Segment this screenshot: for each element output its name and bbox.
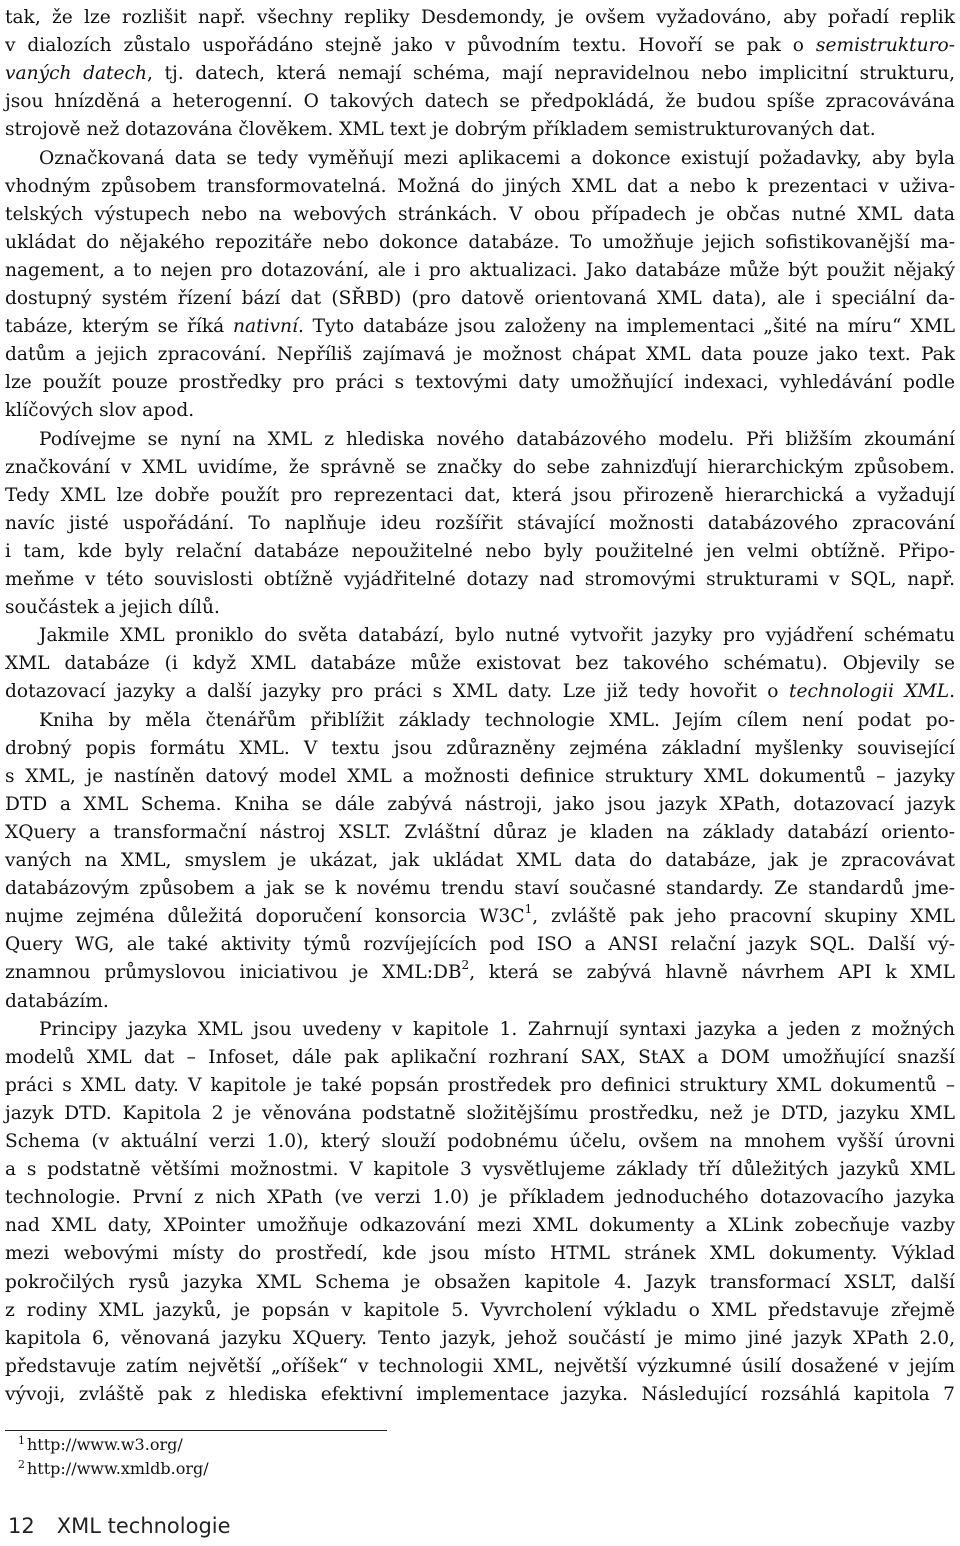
text-run: jsou hnízděná a heterogenní. O takových datech se předpokládá, že budou spíše zpracovávána: [5, 91, 955, 113]
text-line: [5, 1156, 955, 1184]
text-line: [5, 735, 955, 763]
text-line: [5, 594, 955, 622]
text-run: datům a jejich zpracování. Nepříliš zajímavá je možnost chápat XML data pouze jako text. Pak: [5, 344, 955, 366]
text-run: meňme v této souvislosti obtížně vyjádřitelné dotazy nad stromovými strukturami v SQL, např.: [5, 569, 955, 590]
text-run: vhodným způsobem transformovatelná. Možná do jiných XML dat a nebo k prezentaci v uživa-: [5, 175, 955, 197]
text-line: [5, 622, 955, 650]
text-run: Tedy XML lze dobře použít pro reprezentaci dat, která jsou přirozeně hierarchická a vyžadují: [5, 484, 955, 506]
text-line: [5, 1297, 955, 1325]
text-run: s XML, je nastíněn datový model XML a možnosti definice struktury XML dokumentů – jazyky: [5, 765, 955, 787]
text-run: značkování v XML uvidíme, že správně se značky do sebe zahnizďují hierarchickým způsobem.: [5, 456, 955, 478]
text-run: nad XML daty, XPointer umožňuje odkazování mezi XML dokumenty a XLink zobecňuje vazby: [5, 1215, 955, 1237]
text-run: Schema (v aktuální verzi 1.0), který slouží podobnému účelu, ovšem na mnohem vyšší úrovni: [5, 1131, 955, 1152]
text-run: , zvláště pak jeho pracovní skupiny XML: [532, 906, 955, 928]
italic-term: vaných datech: [5, 63, 147, 85]
text-line: [5, 538, 955, 566]
text-line: [5, 201, 955, 229]
text-run: Jakmile XML proniklo do světa databází, bylo nutné vytvořit jazyky pro vyjádření schématu: [39, 625, 955, 647]
text-line: [5, 1240, 955, 1268]
text-run: kapitola 6, věnovaná jazyku XQuery. Tento jazyk, jehož součástí je mimo jiné jazyk XPath 2.0,: [5, 1327, 955, 1349]
page-number: 12: [8, 1514, 35, 1538]
page-footer: [8, 1514, 231, 1538]
text-run: jazyk DTD. Kapitola 2 je věnována podstatně složitějšímu prostředku, než je DTD, jazyku XML: [5, 1102, 955, 1124]
footnote-marker[interactable]: 2: [461, 958, 470, 973]
text-line: [5, 650, 955, 678]
text-line: [5, 1381, 955, 1409]
text-run: a s podstatně většími možnostmi. V kapitole 3 vysvětlujeme základy tří důležitých jazyků XML: [5, 1159, 955, 1181]
text-run: .: [949, 681, 955, 703]
text-line: [5, 313, 955, 341]
text-line: [5, 4, 955, 32]
text-run: dostupný systém řízení bází dat (SŘBD) (pro datově orientovaná XML data), ale i speciální da-: [5, 288, 955, 309]
text-run: databázím.: [5, 990, 109, 1012]
text-line: [5, 791, 955, 819]
footnote-1: [18, 1435, 183, 1457]
text-run: technologie. První z nich XPath (ve verzi 1.0) je příkladem jednoduchého dotazovacího jazyka: [5, 1187, 955, 1209]
text-line: [5, 1325, 955, 1353]
text-run: ukládat do nějakého repozitáře nebo dokonce databáze. To umožňuje jejich sofistikovanější ma-: [5, 231, 955, 253]
text-line: [5, 903, 955, 931]
text-line: [5, 116, 955, 144]
text-line: [5, 145, 955, 173]
running-title: XML technologie: [56, 1514, 231, 1538]
text-run: Označkovaná data se tedy vyměňují mezi aplikacemi a dokonce existují požadavky, aby byla: [39, 147, 955, 169]
text-run: Podívejme se nyní na XML z hlediska nového databázového modelu. Při bližším zkoumání: [39, 428, 955, 450]
footnote-marker[interactable]: 1: [524, 902, 533, 916]
text-run: modelů XML dat – Infoset, dále pak aplikační rozhraní SAX, StAX a DOM umožňující snazší: [5, 1046, 955, 1068]
text-line: [5, 931, 955, 959]
text-run: databázovým způsobem a jak se k novému trendu staví současné standardy. Ze standardů jme-: [5, 878, 955, 900]
text-run: Query WG, ale také aktivity týmů rozvíjejících pod ISO a ANSI relační jazyk SQL. Další vý-: [5, 934, 955, 956]
text-run: znamnou průmyslovou iniciativou je XML:DB: [5, 962, 462, 984]
text-line: [5, 173, 955, 201]
text-run: vaných na XML, smyslem je ukázat, jak ukládat XML data do databáze, jak je zpracovávat: [5, 850, 955, 871]
text-line: [5, 257, 955, 285]
text-line: [5, 763, 955, 791]
italic-term: technologii XML: [788, 681, 950, 703]
text-run: práci s XML daty. V kapitole je také popsán prostředek pro definici struktury XML dokumentů –: [5, 1074, 955, 1096]
footnote-number: 2: [18, 1458, 25, 1471]
text-line: [5, 1044, 955, 1072]
text-run: . Tyto databáze jsou založeny na implementaci „šité na míru“ XML: [297, 316, 955, 338]
footnote-number: 1: [18, 1434, 25, 1447]
text-run: XQuery a transformační nástroj XSLT. Zvláštní důraz je kladen na základy databází oriento-: [5, 821, 955, 843]
text-line: [5, 1212, 955, 1240]
text-run: XML databáze (i když XML databáze může existovat bez takového schématu). Objevily se: [5, 653, 955, 675]
text-line: [5, 510, 955, 538]
text-run: vývoji, zvláště pak z hlediska efektivní implementace jazyka. Následující rozsáhlá kapitola 7: [5, 1383, 955, 1405]
text-run: nagement, a to nejen pro dotazování, ale i pro aktualizaci. Jako databáze může být použit nějaký: [5, 259, 955, 281]
footnote-link[interactable]: http://www.xmldb.org/: [27, 1459, 209, 1478]
text-line: [5, 60, 955, 88]
text-line: [5, 88, 955, 116]
text-run: mezi webovými místy do prostředí, kde jsou místo HTML stránek XML dokumenty. Výklad: [5, 1243, 955, 1265]
text-line: [5, 454, 955, 482]
text-run: součástek a jejich dílů.: [5, 597, 220, 619]
text-line: [5, 229, 955, 257]
text-run: telských výstupech nebo na webových stránkách. V obou případech je občas nutné XML data: [5, 203, 955, 225]
text-line: [5, 1353, 955, 1381]
text-line: [5, 707, 955, 735]
text-run: strojově než dotazována člověkem. XML text je dobrým příkladem semistrukturovaných dat.: [5, 119, 876, 141]
text-run: , tj. datech, která nemají schéma, mají nepravidelnou nebo implicitní strukturu,: [146, 63, 955, 85]
footnote-rule: [5, 1430, 387, 1431]
text-run: představuje zatím největší „oříšek“ v technologii XML, největší výzkumné úsilí dosažené v jejím: [5, 1355, 955, 1377]
italic-term: nativní: [233, 316, 298, 338]
text-run: klíčových slov apod.: [5, 400, 195, 422]
text-line: [5, 341, 955, 369]
text-run: drobný popis formátu XML. V textu jsou zdůrazněny zejména základní myšlenky související: [5, 737, 955, 759]
text-line: [5, 988, 955, 1016]
text-run: pokročilých rysů jazyka XML Schema je obsažen kapitole 4. Jazyk transformací XSLT, další: [5, 1271, 955, 1293]
text-line: [5, 482, 955, 510]
text-run: i tam, kde byly relační databáze nepoužitelné nebo byly použitelné jen velmi obtížně. Připo-: [5, 540, 955, 562]
text-run: Principy jazyka XML jsou uvedeny v kapitole 1. Zahrnují syntaxi jazyka a jeden z možných: [39, 1018, 955, 1040]
italic-term: semistrukturo-: [815, 35, 955, 57]
text-line: [5, 369, 955, 397]
text-line: [5, 678, 955, 706]
text-run: , která se zabývá hlavně návrhem API k XML: [469, 962, 955, 984]
text-line: [5, 32, 955, 60]
text-run: z rodiny XML jazyků, je popsán v kapitole 5. Vyvrcholení výkladu o XML představuje zřejmě: [5, 1299, 955, 1321]
text-line: [5, 426, 955, 454]
text-line: [5, 1128, 955, 1156]
text-run: DTD a XML Schema. Kniha se dále zabývá nástroji, jako jsou jazyk XPath, dotazovací jazyk: [5, 793, 955, 815]
text-line: [5, 1269, 955, 1297]
text-line: [5, 819, 955, 847]
text-line: [5, 1100, 955, 1128]
text-line: [5, 847, 955, 875]
text-line: [5, 1184, 955, 1212]
text-run: tak, že lze rozlišit např. všechny repliky Desdemondy, je ovšem vyžadováno, aby pořadí replik: [5, 7, 955, 28]
text-line: [5, 397, 955, 425]
text-line: [5, 1016, 955, 1044]
footnote-2: [18, 1459, 209, 1481]
text-line: [5, 1072, 955, 1100]
text-line: [5, 959, 955, 987]
text-run: nujme zejména důležitá doporučení konsorcia W3C: [5, 906, 525, 928]
text-line: [5, 285, 955, 313]
text-line: [5, 566, 955, 594]
footnote-link[interactable]: http://www.w3.org/: [27, 1435, 183, 1454]
text-run: tabáze, kterým se říká: [5, 316, 234, 338]
text-line: [5, 875, 955, 903]
text-run: dotazovací jazyky a další jazyky pro práci s XML daty. Lze již tedy hovořit o: [5, 681, 789, 703]
text-run: v dialozích zůstalo uspořádáno stejně jako v původním textu. Hovoří se pak o: [5, 35, 816, 57]
text-run: Kniha by měla čtenářům přiblížit základy technologie XML. Jejím cílem není podat po-: [39, 709, 955, 731]
text-run: lze použít pouze prostředky pro práci s textovými daty umožňující indexaci, vyhledávání podle: [5, 372, 955, 394]
text-run: navíc jisté uspořádání. To naplňuje ideu rozšířit stávající možnosti databázového zpracování: [5, 512, 955, 534]
